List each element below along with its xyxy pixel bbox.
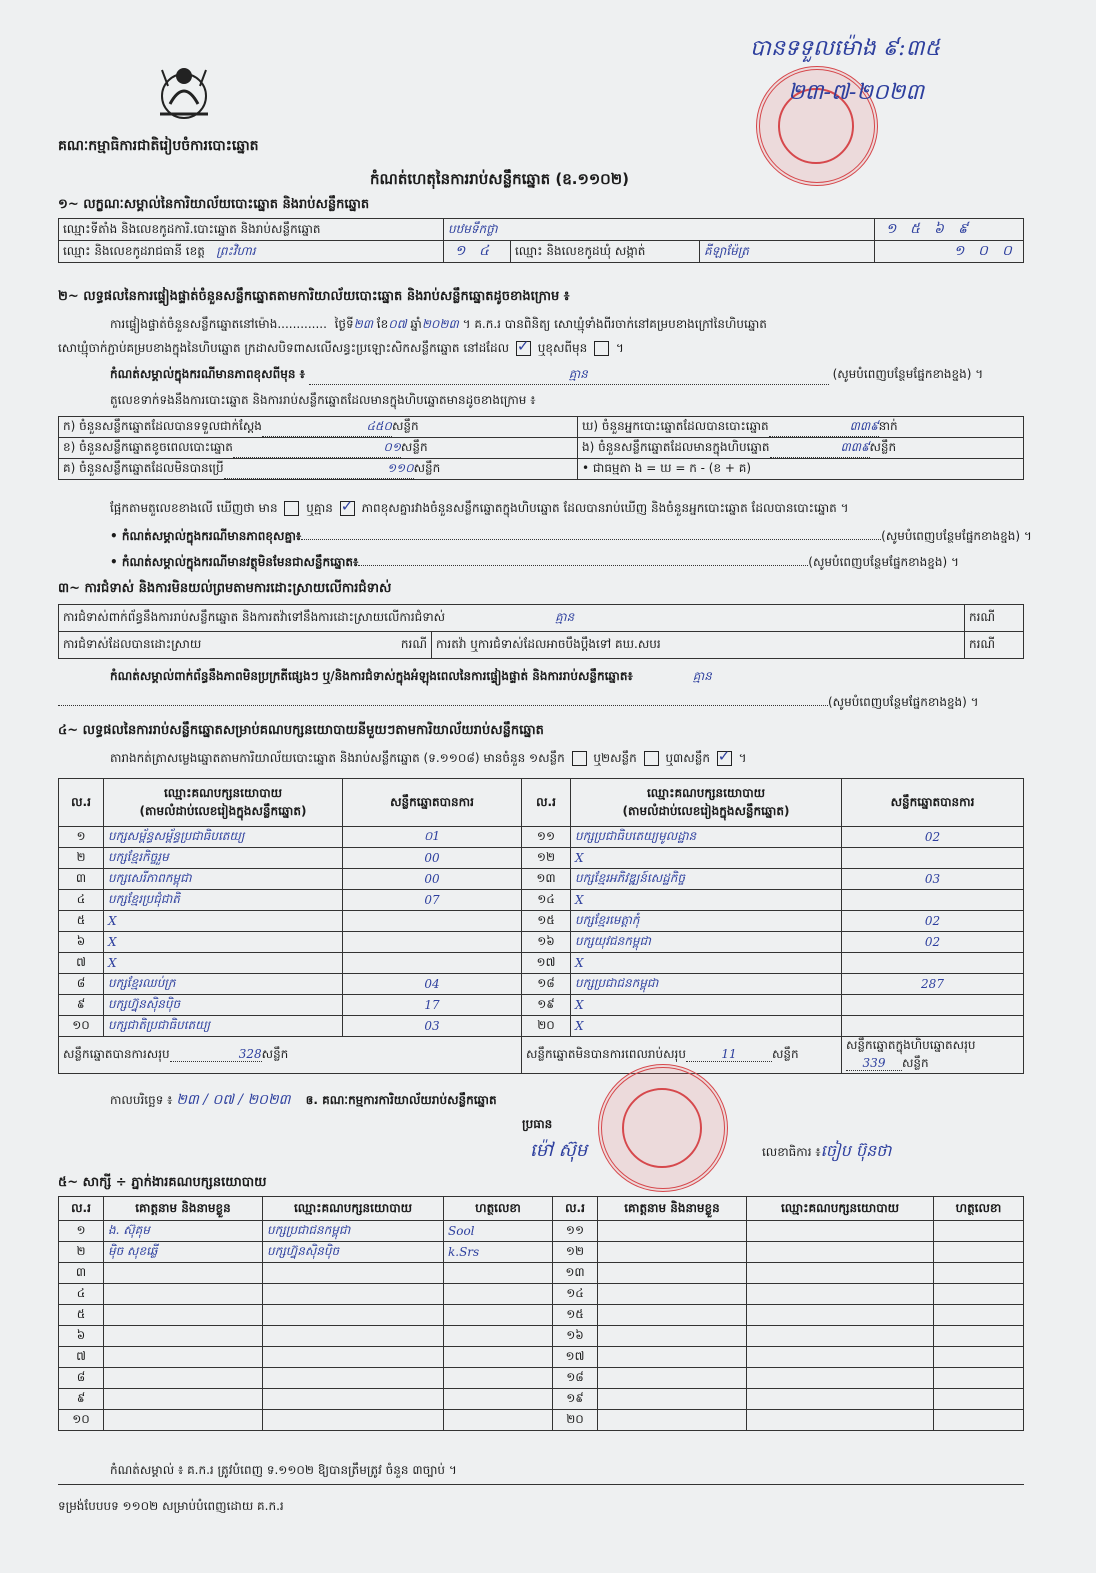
table-row <box>59 1347 1024 1368</box>
witness-name <box>104 1368 263 1389</box>
party-no: ៩ <box>59 995 104 1016</box>
witness-party <box>263 1305 444 1326</box>
witness-party: បក្សប្រជាជនកម្ពុជា <box>263 1221 444 1242</box>
witness-party[interactable] <box>747 1305 934 1326</box>
party-name: បក្សហ្វ៊ុនស៊ិនប៉ិច <box>104 995 343 1016</box>
col-no: ល.រ <box>59 1197 104 1221</box>
witness-party[interactable] <box>747 1221 934 1242</box>
figure-ngo: ង) ចំនួនសន្លឹកឆ្នោតដែលមានក្នុងហិបឆ្នោត ៣៣៩សន្លឹក <box>578 438 1024 459</box>
table-row <box>59 1326 1024 1347</box>
figure-ka: ក) ចំនួនសន្លឹកឆ្នោតដែលបានទទួលជាក់ស្តែង ៤៥០សន្លឹក <box>59 417 578 438</box>
party-no: ៨ <box>59 974 104 995</box>
party-name: បក្សខ្មែរប្រជុំជាតិ <box>104 890 343 911</box>
party-no: ១០ <box>59 1016 104 1037</box>
party-no: ១៧ <box>522 953 571 974</box>
witness-name <box>104 1410 263 1431</box>
witness-name <box>104 1284 263 1305</box>
witness-name <box>104 1326 263 1347</box>
section4-heading: ៤~ លទ្ធផលនៃការរាប់សន្លឹកឆ្នោតសម្រាប់គណបក្សនយោបាយនីមួយៗតាមការិយាល័យរាប់សន្លឹកឆ្នោត <box>58 723 544 738</box>
witness-name <box>104 1263 263 1284</box>
table-row <box>59 1305 1024 1326</box>
station-info-table <box>58 218 1024 263</box>
objection-value: គ្មាន <box>555 610 575 624</box>
witness-party[interactable] <box>747 1242 934 1263</box>
witness-party <box>263 1389 444 1410</box>
party-no: ១៤ <box>522 890 571 911</box>
col-party: ឈ្មោះគណបក្សនយោបាយ <box>747 1197 934 1221</box>
witness-party <box>263 1263 444 1284</box>
party-no: ១៥ <box>522 911 571 932</box>
party-name: បក្សសេរីភាពកម្ពុជា <box>104 869 343 890</box>
sum-valid-value: 328 <box>238 1047 262 1061</box>
witness-no: ១៧ <box>553 1347 598 1368</box>
witness-no: ៤ <box>59 1284 104 1305</box>
party-votes: 02 <box>842 827 1024 848</box>
sum-valid: សន្លឹកឆ្នោតបានការសរុប 328សន្លឹក <box>59 1037 522 1074</box>
witness-signature: Sool <box>444 1221 553 1242</box>
table-row <box>59 890 1024 911</box>
objections-table <box>58 604 1024 659</box>
figure-kha: ខ) ចំនួនសន្លឹកឆ្នោតខូចពេលបោះឆ្នោត ០១សន្លឹក <box>59 438 578 459</box>
table-row <box>59 1263 1024 1284</box>
figure-gho: ឃ) ចំនួនអ្នកបោះឆ្នោតដែលបានបោះឆ្នោត ៣៣៩នាក់ <box>578 417 1024 438</box>
witness-no: ១១ <box>553 1221 598 1242</box>
difference-check-line: ផ្អែកតាមតួលេខខាងលើ ឃើញថា មាន ឬគ្មាន ✓ ភាពខុសគ្នារវាងចំនួនសន្លឹកឆ្នោតក្នុងហិបឆ្នោត ដែលបានរាប់ឃើញ និងចំនួនអ្នកបោះឆ្នោត ដែលបានបោះឆ្នោត ។ <box>110 500 849 518</box>
party-votes <box>842 890 1024 911</box>
station-code-digit: ១ <box>885 221 897 237</box>
party-votes <box>343 932 522 953</box>
party-votes <box>842 1016 1024 1037</box>
col-party: ឈ្មោះគណបក្សនយោបាយ (តាមលំដាប់លេខរៀងក្នុងសន្លឹកឆ្នោត) <box>571 779 842 827</box>
party-name: X <box>571 1016 842 1037</box>
party-votes <box>842 848 1024 869</box>
party-votes: ០1 <box>343 827 522 848</box>
party-votes: 03 <box>343 1016 522 1037</box>
witness-name[interactable] <box>598 1347 747 1368</box>
province-code: ១ ៤ <box>444 241 511 263</box>
table-row <box>59 974 1024 995</box>
witness-signature[interactable] <box>934 1263 1024 1284</box>
section2-heading: ២~ លទ្ធផលនៃការផ្ទៀងផ្ទាត់ចំនួនសន្លឹកឆ្នោតតាមការិយាល័យបោះឆ្នោត និងរាប់សន្លឹកឆ្នោតដូចខាងក្រោម ៖ <box>58 289 570 304</box>
commune-code: ១ ០ ០ <box>875 241 1024 263</box>
party-name: X <box>104 932 343 953</box>
witness-name <box>104 1347 263 1368</box>
witness-signature[interactable] <box>934 1347 1024 1368</box>
party-votes: 04 <box>343 974 522 995</box>
note-difference-line: កំណត់សម្គាល់ក្នុងករណីមានភាពខុសពីមុន ៖ គ្មាន (សូមបំពេញបន្ថែមផ្នែកខាងខ្នង) ។ <box>110 366 983 385</box>
station-name-value: បឋមទឹកថ្លា <box>444 219 875 241</box>
station-code <box>875 219 1024 241</box>
witness-party[interactable] <box>747 1347 934 1368</box>
col-name: គោត្តនាម និងនាមខ្លួន <box>104 1197 263 1221</box>
col-votes: សន្លឹកឆ្នោតបានការ <box>343 779 522 827</box>
witness-no: ១៥ <box>553 1305 598 1326</box>
witness-party <box>263 1284 444 1305</box>
party-votes: 17 <box>343 995 522 1016</box>
witness-party[interactable] <box>747 1284 934 1305</box>
party-votes: 00 <box>343 848 522 869</box>
witness-no: ៩ <box>59 1389 104 1410</box>
witness-name[interactable] <box>598 1410 747 1431</box>
tally-1-checkbox[interactable] <box>572 751 587 766</box>
verify-year: ២០២៣ <box>421 317 459 331</box>
irregularity-note: កំណត់សម្គាល់ពាក់ព័ន្ធនឹងភាពមិនប្រក្រតីផ្សេងៗ ឬ/និងការជំទាស់ក្នុងអំឡុងពេលនៃការផ្ទៀងផ្ទាត់ និងការរាប់សន្លឹកឆ្នោត៖ គ្មាន <box>110 669 712 683</box>
party-no: ៣ <box>59 869 104 890</box>
witness-signature <box>444 1347 553 1368</box>
station-code-digit: ៩ <box>958 221 968 237</box>
witness-no: ១ <box>59 1221 104 1242</box>
results-table <box>58 778 1024 1074</box>
witness-signature: k.Srs <box>444 1242 553 1263</box>
col-no: ល.រ <box>59 779 104 827</box>
witness-signature[interactable] <box>934 1305 1024 1326</box>
witness-name[interactable] <box>598 1263 747 1284</box>
witness-signature <box>444 1410 553 1431</box>
changed-checkbox[interactable] <box>594 341 609 356</box>
resolved-objections: ការជំទាស់ដែលបានដោះស្រាយ ករណី <box>59 632 432 659</box>
no-difference-checkbox[interactable] <box>340 501 355 516</box>
witness-signature[interactable] <box>934 1326 1024 1347</box>
receipt-date-note: ២៣-៧-២០២៣ <box>788 80 925 105</box>
witness-party: បក្សហ្វ៊ុនស៊ិនប៉ិច <box>263 1242 444 1263</box>
secretary-label: លេខាធិការ ៖ចៀប ប៊ុនថា <box>762 1141 892 1160</box>
witness-signature <box>444 1326 553 1347</box>
party-name: X <box>104 911 343 932</box>
party-name: X <box>571 995 842 1016</box>
party-votes: 287 <box>842 974 1024 995</box>
date-value: ២៣ / ០៧ / ២០២៣ <box>176 1092 291 1108</box>
section3-heading: ៣~ ការជំទាស់ និងការមិនយល់ព្រមតាមការដោះស្រាយលើការជំទាស់ <box>58 581 392 596</box>
witness-signature[interactable] <box>934 1389 1024 1410</box>
party-no: ៥ <box>59 911 104 932</box>
witness-party[interactable] <box>747 1326 934 1347</box>
section5-heading: ៥~ សាក្សី ÷ ភ្នាក់ងារគណបក្សនយោបាយ <box>58 1175 267 1190</box>
witness-no: ៧ <box>59 1347 104 1368</box>
tally-2-checkbox[interactable] <box>644 751 659 766</box>
party-name: X <box>104 953 343 974</box>
witness-no: ១៩ <box>553 1389 598 1410</box>
witness-table <box>58 1196 1024 1431</box>
chair-signature: ម៉ៅ ស៊ុម <box>530 1140 588 1161</box>
witness-no: ១០ <box>59 1410 104 1431</box>
witness-name[interactable] <box>598 1326 747 1347</box>
col-party: ឈ្មោះគណបក្សនយោបាយ (តាមលំដាប់លេខរៀងក្នុងសន្លឹកឆ្នោត) <box>104 779 343 827</box>
table-row <box>59 995 1024 1016</box>
witness-name <box>104 1305 263 1326</box>
objection-row: ការជំទាស់ពាក់ព័ន្ធនឹងការរាប់សន្លឹកឆ្នោត និងការតវ៉ាទៅនឹងការដោះស្រាយលើការជំទាស់ គ្មាន <box>59 605 965 632</box>
table-row <box>59 1368 1024 1389</box>
party-no: ១៨ <box>522 974 571 995</box>
witness-signature[interactable] <box>934 1368 1024 1389</box>
witness-signature[interactable] <box>934 1242 1024 1263</box>
party-no: ២០ <box>522 1016 571 1037</box>
witness-signature[interactable] <box>934 1410 1024 1431</box>
witness-party <box>263 1326 444 1347</box>
table-row <box>59 848 1024 869</box>
witness-party <box>263 1368 444 1389</box>
station-name-label: ឈ្មោះទីតាំង និងលេខកូដការិ.បោះឆ្នោត និងរាប់សន្លឹកឆ្នោត <box>59 219 444 241</box>
party-votes <box>842 953 1024 974</box>
witness-no: ១២ <box>553 1242 598 1263</box>
witness-party[interactable] <box>747 1263 934 1284</box>
committee-name: គណៈកម្មាធិការជាតិរៀបចំការបោះឆ្នោត <box>58 138 259 154</box>
party-no: ២ <box>59 848 104 869</box>
party-votes <box>842 995 1024 1016</box>
witness-name[interactable] <box>598 1221 747 1242</box>
station-code-digit: ៥ <box>910 221 920 237</box>
table-row <box>59 911 1024 932</box>
party-name: បក្សសម្ព័ន្ធសម្ព័ន្ធប្រជាធិបតេយ្យ <box>104 827 343 848</box>
party-name: បក្សខ្មែរកិច្ចរួម <box>104 848 343 869</box>
party-name: បក្សប្រជាជនកម្ពុជា <box>571 974 842 995</box>
national-emblem-icon <box>150 56 218 124</box>
figure-ko: គ) ចំនួនសន្លឹកឆ្នោតដែលមិនបានប្រើ ១១០សន្លឹក <box>59 459 578 480</box>
witness-party <box>263 1347 444 1368</box>
col-sign: ហត្ថលេខា <box>934 1197 1024 1221</box>
verify-month: ០៧ <box>388 317 407 331</box>
table-row <box>59 869 1024 890</box>
province-value: ព្រះវិហារ <box>216 243 256 258</box>
party-name: បក្សប្រជាធិបតេយ្យមូលដ្ឋាន <box>571 827 842 848</box>
case-unit: ករណី <box>965 605 1024 632</box>
verify-day: ២៣ <box>353 317 373 331</box>
witness-signature <box>444 1305 553 1326</box>
witness-no: ១៣ <box>553 1263 598 1284</box>
section1-heading: ១~ លក្ខណៈសម្គាល់នៃការិយាល័យបោះឆ្នោត និងរាប់សន្លឹកឆ្នោត <box>58 197 370 212</box>
witness-no: ២ <box>59 1242 104 1263</box>
commune-value: គីឡាម៉ែត្រ <box>700 241 875 263</box>
witness-signature[interactable] <box>934 1221 1024 1242</box>
receipt-time-note: បានទទួលម៉ោង ៩:៣៥ <box>750 36 941 61</box>
sum-box-value: 339 <box>862 1056 886 1070</box>
form-footer: ទម្រង់បែបបទ ១១០២ សម្រាប់បំពេញដោយ គ.ក.រ <box>58 1499 284 1513</box>
col-sign: ហត្ថលេខា <box>444 1197 553 1221</box>
chair-label: ប្រធាន <box>522 1117 553 1131</box>
party-no: ១៩ <box>522 995 571 1016</box>
witness-no: ២០ <box>553 1410 598 1431</box>
party-no: ១៦ <box>522 932 571 953</box>
date-line: កាលបរិច្ឆេទ ៖ ២៣ / ០៧ / ២០២៣ ឲ. គណៈកម្មការការិយាល័យរាប់សន្លឹកឆ្នោត <box>110 1092 497 1108</box>
witness-signature <box>444 1389 553 1410</box>
party-name: X <box>571 890 842 911</box>
party-votes: 00 <box>343 869 522 890</box>
appealable-objections: ការតវ៉ា ឬការជំទាស់ដែលអាចបឹងប្តឹងទៅ គឃ.សបរ <box>432 632 965 659</box>
witness-name: ង. ស៊ុគុម <box>104 1221 263 1242</box>
witness-no: ៥ <box>59 1305 104 1326</box>
party-name: X <box>571 848 842 869</box>
note-object-line: • កំណត់សម្គាល់ក្នុងករណីមានវត្ថុមិនមែនជាសន្លឹកឆ្នោត៖ (សូមបំពេញបន្ថែមផ្នែកខាងខ្នង) ។ <box>110 555 959 569</box>
witness-no: ១៦ <box>553 1326 598 1347</box>
station-code-digit: ៦ <box>934 221 944 237</box>
party-votes <box>343 911 522 932</box>
witness-party[interactable] <box>747 1389 934 1410</box>
party-name: បក្សយុវជនកម្ពុជា <box>571 932 842 953</box>
figures-intro: តួលេខទាក់ទងនឹងការបោះឆ្នោត និងការរាប់សន្លឹកឆ្នោតដែលមានក្នុងហិបឆ្នោតមានដូចខាងក្រោម ៖ <box>110 393 536 407</box>
seal-line: សោឃ្មុំចាក់ភ្ជាប់គម្របខាងក្នុងនៃហិបឆ្នោត ក្រដាសបិទពាសលើសន្ធះប្រឡោះសិកសន្លឹកឆ្នោត នៅដដែល ✓ ឬខុសពីមុន ។ <box>58 340 624 358</box>
col-party: ឈ្មោះគណបក្សនយោបាយ <box>263 1197 444 1221</box>
tally-3-checkbox[interactable] <box>717 751 732 766</box>
witness-name[interactable] <box>598 1284 747 1305</box>
party-votes: 07 <box>343 890 522 911</box>
party-no: ៦ <box>59 932 104 953</box>
party-votes <box>343 953 522 974</box>
party-no: ១ <box>59 827 104 848</box>
witness-name <box>104 1389 263 1410</box>
table-row <box>59 1410 1024 1431</box>
witness-name[interactable] <box>598 1389 747 1410</box>
party-no: ៧ <box>59 953 104 974</box>
case-unit: ករណី <box>965 632 1024 659</box>
witness-no: ១៤ <box>553 1284 598 1305</box>
table-row <box>59 1389 1024 1410</box>
note-difference-value: គ្មាន <box>568 367 588 381</box>
table-row <box>59 1016 1024 1037</box>
table-row <box>59 1221 1024 1242</box>
tally-sheet-line: តារាងកត់ត្រាសម្លេងឆ្នោតតាមការិយាល័យបោះឆ្នោត និងរាប់សន្លឹកឆ្នោត (ទ.១១០៨) មានចំនួន ១សន្លឹក ឬ២សន្លឹក ឬ៣សន្លឹក ✓ ។ <box>110 750 747 768</box>
verification-line: ការផ្ទៀងផ្ទាត់ចំនួនសន្លឹកឆ្នោតនៅម៉ោង............. ថ្ងៃទី២៣ ខែ០៧ ឆ្នាំ២០២៣ ។ គ.ក.រ បានពិនិត្យ សោឃ្មុំទាំងពីរចាក់នៅគម្របខាងក្រៅនៃហិបឆ្នោត <box>110 317 767 331</box>
witness-no: ៦ <box>59 1326 104 1347</box>
witness-party[interactable] <box>747 1368 934 1389</box>
unchanged-checkbox[interactable] <box>516 341 531 356</box>
witness-name[interactable] <box>598 1242 747 1263</box>
party-name: បក្សខ្មែរមេត្តាកុំ <box>571 911 842 932</box>
col-name: គោត្តនាម និងនាមខ្លួន <box>598 1197 747 1221</box>
irregularity-value: គ្មាន <box>692 669 712 683</box>
witness-party <box>263 1410 444 1431</box>
col-votes: សន្លឹកឆ្នោតបានការ <box>842 779 1024 827</box>
party-name: X <box>571 953 842 974</box>
table-row <box>59 827 1024 848</box>
col-no: ល.រ <box>522 779 571 827</box>
party-no: ១១ <box>522 827 571 848</box>
party-no: ១៣ <box>522 869 571 890</box>
footer-note: កំណត់សម្គាល់ ៖ គ.ក.រ ត្រូវបំពេញ ទ.១១០២ ឱ្យបានត្រឹមត្រូវ ចំនួន ៣ច្បាប់ ។ <box>110 1463 457 1477</box>
witness-name[interactable] <box>598 1368 747 1389</box>
party-name: បក្សខ្មែរអភិវឌ្ឍន៍សេដ្ឋកិច្ច <box>571 869 842 890</box>
table-row <box>59 1242 1024 1263</box>
has-difference-checkbox[interactable] <box>284 501 299 516</box>
witness-signature <box>444 1263 553 1284</box>
witness-signature[interactable] <box>934 1284 1024 1305</box>
witness-no: ៨ <box>59 1368 104 1389</box>
table-row <box>59 932 1024 953</box>
commune-label: ឈ្មោះ និងលេខកូដឃុំ សង្កាត់ <box>511 241 700 263</box>
party-votes: 02 <box>842 911 1024 932</box>
footer-divider <box>58 1484 1024 1485</box>
note-diff-line: • កំណត់សម្គាល់ក្នុងករណីមានភាពខុសគ្នា៖ (សូមបំពេញបន្ថែមផ្នែកខាងខ្នង) ។ <box>110 529 1032 543</box>
page-title: កំណត់ហេតុនៃការរាប់សន្លឹកឆ្នោត (ឧ.១១០២) <box>370 170 630 188</box>
col-no: ល.រ <box>553 1197 598 1221</box>
table-row <box>59 1284 1024 1305</box>
table-row <box>59 953 1024 974</box>
party-no: ៤ <box>59 890 104 911</box>
sum-box: សន្លឹកឆ្នោតក្នុងហិបឆ្នោតសរុប339 សន្លឹក <box>842 1037 1024 1074</box>
party-votes: 03 <box>842 869 1024 890</box>
irregularity-line2: (សូមបំពេញបន្ថែមផ្នែកខាងខ្នង) ។ <box>58 694 979 712</box>
sum-invalid-value: 11 <box>721 1047 737 1061</box>
witness-party[interactable] <box>747 1410 934 1431</box>
party-votes: 02 <box>842 932 1024 953</box>
witness-no: ១៨ <box>553 1368 598 1389</box>
sum-invalid: សន្លឹកឆ្នោតមិនបានការពេលរាប់សរុប 11 សន្លឹក <box>522 1037 842 1074</box>
witness-name[interactable] <box>598 1305 747 1326</box>
witness-signature <box>444 1368 553 1389</box>
secretary-signature: ចៀប ប៊ុនថា <box>820 1141 892 1160</box>
party-no: ១២ <box>522 848 571 869</box>
witness-name: ម៉ិច សុខឆ្លើ <box>104 1242 263 1263</box>
party-name: បក្សខ្មែរឈប់ក្រ <box>104 974 343 995</box>
formula: • ជាធម្មតា ង = ឃ = ក - (ខ + គ) <box>578 459 1024 480</box>
province-label: ឈ្មោះ និងលេខកូដរាជធានី ខេត្ត ព្រះវិហារ <box>59 241 444 263</box>
party-name: បក្សជាតិប្រជាធិបតេយ្យ <box>104 1016 343 1037</box>
witness-signature <box>444 1284 553 1305</box>
official-seal-bottom <box>598 1064 728 1192</box>
figures-table <box>58 416 1024 480</box>
witness-no: ៣ <box>59 1263 104 1284</box>
